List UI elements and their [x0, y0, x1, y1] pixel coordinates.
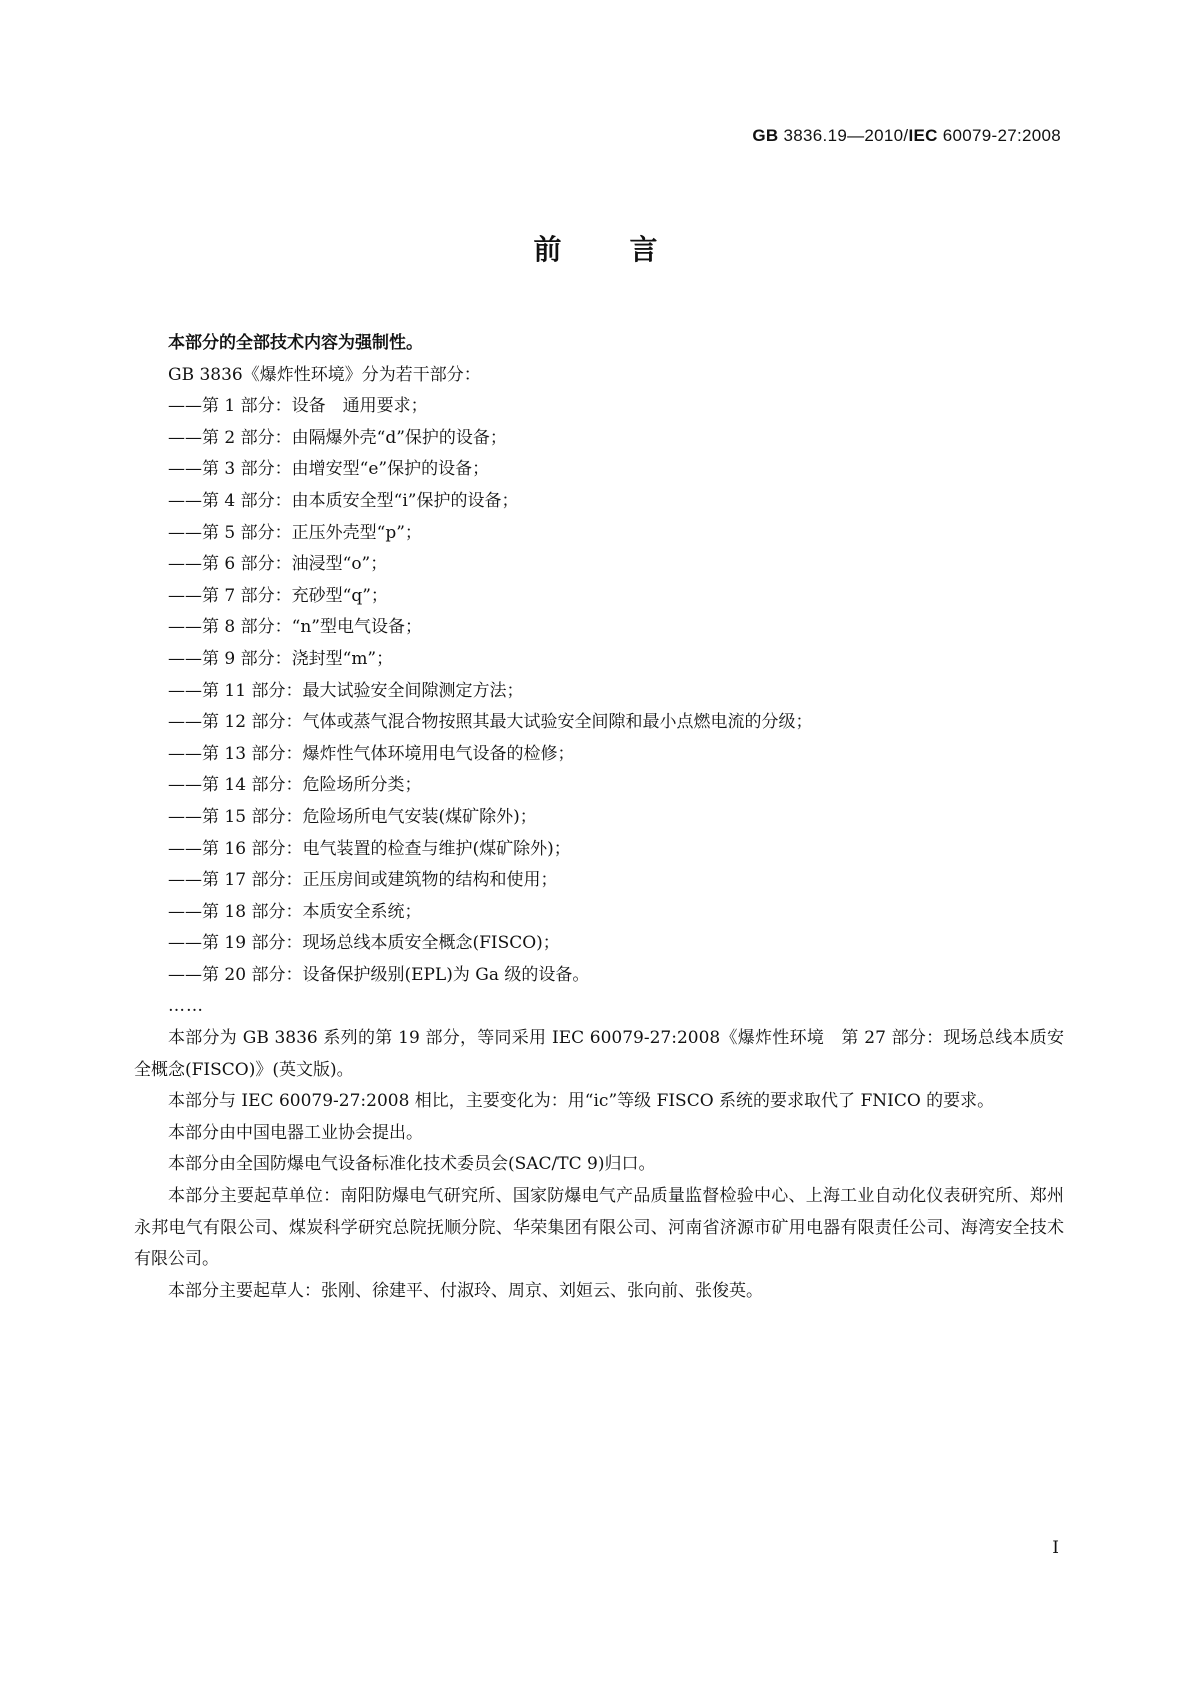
header-gb: GB — [752, 126, 779, 145]
part-list-item: ——第 2 部分：由隔爆外壳“d”保护的设备； — [168, 427, 507, 448]
foreword-body — [134, 328, 1064, 1307]
changes-paragraph: 本部分与 IEC 60079-27:2008 相比，主要变化为：用“ic”等级 FISCO 系统的要求取代了 FNICO 的要求。 — [168, 1091, 995, 1112]
part-list-item: ——第 9 部分：浇封型“m”； — [168, 648, 394, 669]
header-number: 3836.19—2010/ — [778, 126, 909, 145]
header-iec: IEC — [908, 126, 938, 145]
part-list-item: ——第 12 部分：气体或蒸气混合物按照其最大试验安全间隙和最小点燃电流的分级； — [168, 712, 813, 733]
mandatory-statement: 本部分的全部技术内容为强制性。 — [168, 333, 423, 353]
standard-code-header — [752, 126, 1061, 146]
proposer-paragraph: 本部分由中国电器工业协会提出。 — [168, 1122, 423, 1143]
part-list-item: ——第 13 部分：爆炸性气体环境用电气设备的检修； — [168, 743, 575, 764]
series-intro: GB 3836《爆炸性环境》分为若干部分： — [168, 364, 481, 385]
part-list-item: ——第 18 部分：本质安全系统； — [168, 901, 422, 922]
part-list-item: ——第 6 部分：油浸型“o”； — [168, 554, 388, 575]
header-iec-number: 60079-27:2008 — [937, 126, 1061, 145]
part-list-item: ——第 5 部分：正压外壳型“p”； — [168, 522, 422, 543]
part-list-item: ——第 16 部分：电气装置的检查与维护(煤矿除外)； — [168, 838, 571, 859]
part-list-item: ——第 1 部分：设备 通用要求； — [168, 396, 428, 417]
page-number: I — [1052, 1538, 1059, 1558]
drafters-paragraph: 本部分主要起草人：张刚、徐建平、付淑玲、周京、刘姮云、张向前、张俊英。 — [168, 1280, 763, 1301]
part-list-item: ——第 19 部分：现场总线本质安全概念(FISCO)； — [168, 933, 560, 954]
list-ellipsis: …… — [168, 996, 204, 1017]
part-list-item: ——第 3 部分：由增安型“e”保护的设备； — [168, 459, 490, 480]
part-list-item: ——第 20 部分：设备保护级别(EPL)为 Ga 级的设备。 — [168, 964, 590, 985]
part-list-item: ——第 14 部分：危险场所分类； — [168, 775, 422, 796]
drafting-units-paragraph: 本部分主要起草单位：南阳防爆电气研究所、国家防爆电气产品质量监督检验中心、上海工业自动化仪表研究所、郑州永邦电气有限公司、煤炭科学研究总院抚顺分院、华荣集团有限公司、河南省济源市矿用电器有限责任公司、海湾安全技术有限公司。 — [134, 1186, 1064, 1270]
part-list-item: ——第 15 部分：危险场所电气安装(煤矿除外)； — [168, 806, 537, 827]
page-title: 前言 — [533, 233, 726, 266]
part-list-item: ——第 17 部分：正压房间或建筑物的结构和使用； — [168, 870, 558, 891]
part-list-item: ——第 11 部分：最大试验安全间隙测定方法； — [168, 680, 524, 701]
part-list-item: ——第 7 部分：充砂型“q”； — [168, 585, 388, 606]
part-list-item: ——第 8 部分：“n”型电气设备； — [168, 617, 422, 638]
committee-paragraph: 本部分由全国防爆电气设备标准化技术委员会(SAC/TC 9)归口。 — [168, 1154, 656, 1175]
adoption-paragraph: 本部分为 GB 3836 系列的第 19 部分，等同采用 IEC 60079-27:2008《爆炸性环境 第 27 部分：现场总线本质安全概念(FISCO)》(英文版)。 — [134, 1028, 1064, 1080]
part-list-item: ——第 4 部分：由本质安全型“i”保护的设备； — [168, 490, 519, 511]
